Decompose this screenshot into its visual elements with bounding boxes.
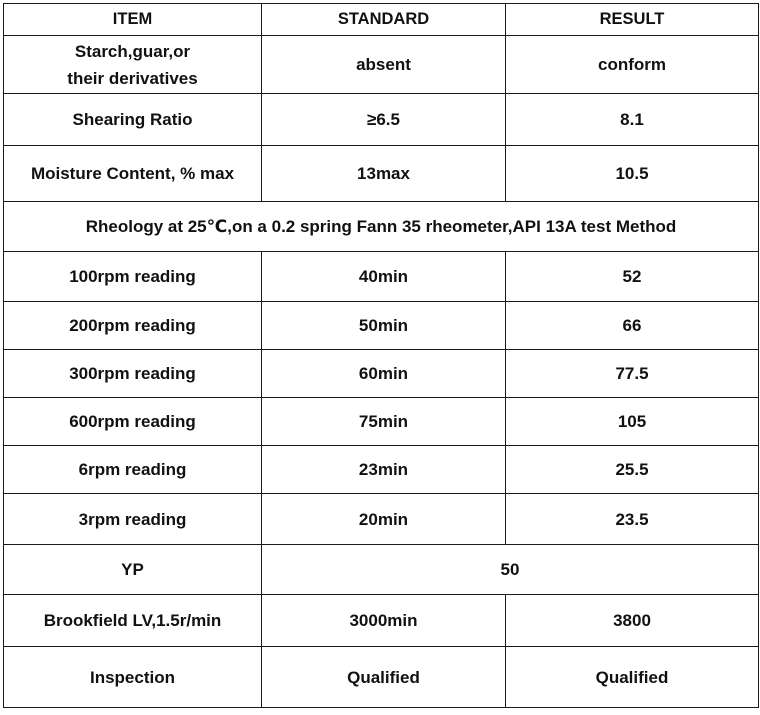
result-cell: 25.5 xyxy=(506,446,759,494)
standard-cell: 40min xyxy=(262,252,506,302)
result-cell: 23.5 xyxy=(506,494,759,545)
rheology-heading: Rheology at 25℃,on a 0.2 spring Fann 35 rheometer,API 13A test Method xyxy=(4,202,759,252)
table-row xyxy=(4,252,759,302)
header-standard: STANDARD xyxy=(262,4,506,36)
standard-cell: Qualified xyxy=(262,647,506,708)
standard-cell: 23min xyxy=(262,446,506,494)
result-cell: 3800 xyxy=(506,595,759,647)
table-row xyxy=(4,595,759,647)
header-item: ITEM xyxy=(4,4,262,36)
table-row xyxy=(4,647,759,708)
spec-sheet xyxy=(3,3,759,708)
item-cell: 600rpm reading xyxy=(4,398,262,446)
result-cell: conform xyxy=(506,36,759,94)
item-line-2: their derivatives xyxy=(67,68,198,88)
item-cell: 6rpm reading xyxy=(4,446,262,494)
item-cell xyxy=(4,36,262,94)
item-cell: Shearing Ratio xyxy=(4,94,262,146)
specification-table xyxy=(3,3,759,708)
item-line-1: Starch,guar,or xyxy=(74,41,191,61)
standard-cell: ≥6.5 xyxy=(262,94,506,146)
standard-cell: 20min xyxy=(262,494,506,545)
standard-cell: absent xyxy=(262,36,506,94)
standard-cell: 60min xyxy=(262,350,506,398)
standard-cell: 13max xyxy=(262,146,506,202)
result-cell: 105 xyxy=(506,398,759,446)
table-row xyxy=(4,36,759,94)
table-row xyxy=(4,146,759,202)
item-cell: 200rpm reading xyxy=(4,302,262,350)
item-cell: Moisture Content, % max xyxy=(4,146,262,202)
result-cell: 52 xyxy=(506,252,759,302)
yp-value: 50 xyxy=(262,545,759,595)
result-cell: 10.5 xyxy=(506,146,759,202)
item-cell: 100rpm reading xyxy=(4,252,262,302)
item-cell: 3rpm reading xyxy=(4,494,262,545)
yp-row xyxy=(4,545,759,595)
table-row xyxy=(4,350,759,398)
table-row xyxy=(4,494,759,545)
table-row xyxy=(4,446,759,494)
table-row xyxy=(4,302,759,350)
standard-cell: 3000min xyxy=(262,595,506,647)
table-row xyxy=(4,398,759,446)
result-cell: 77.5 xyxy=(506,350,759,398)
item-cell: YP xyxy=(4,545,262,595)
result-cell: 66 xyxy=(506,302,759,350)
item-cell: Brookfield LV,1.5r/min xyxy=(4,595,262,647)
result-cell: 8.1 xyxy=(506,94,759,146)
standard-cell: 75min xyxy=(262,398,506,446)
table-row xyxy=(4,94,759,146)
item-cell: 300rpm reading xyxy=(4,350,262,398)
item-cell: Inspection xyxy=(4,647,262,708)
rheology-heading-row xyxy=(4,202,759,252)
standard-cell: 50min xyxy=(262,302,506,350)
header-row xyxy=(4,4,759,36)
result-cell: Qualified xyxy=(506,647,759,708)
header-result: RESULT xyxy=(506,4,759,36)
